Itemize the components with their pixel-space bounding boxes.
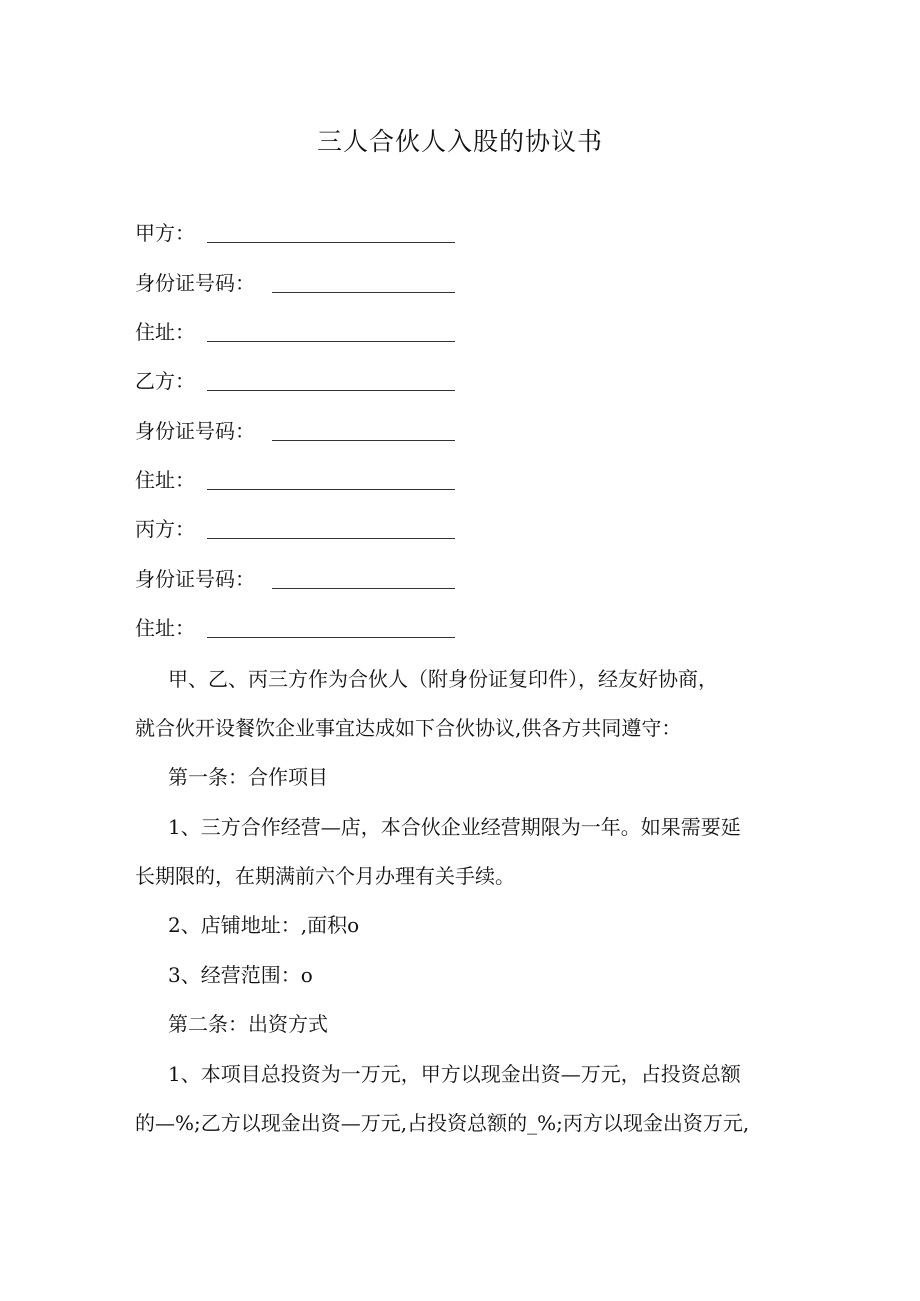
article-heading: 第二条：出资方式 <box>168 1012 328 1036</box>
party-a-address-blank-line <box>207 341 455 342</box>
body-line: 的—%;乙方以现金出资—万元,占投资总额的_%;丙方以现金出资万元, <box>135 1111 750 1135</box>
body-line: 就合伙开设餐饮企业事宜达成如下合伙协议,供各方共同遵守： <box>135 716 682 740</box>
body-line: 1、三方合作经营—店，本合伙企业经营期限为一年。如果需要延 <box>168 815 741 839</box>
party-c-address-field <box>135 611 195 641</box>
body-line: 长期限的，在期满前六个月办理有关手续。 <box>135 864 515 888</box>
body-line: 1、本项目总投资为一万元，甲方以现金出资—万元，占投资总额 <box>168 1062 741 1086</box>
party-b-address-label: 住址： <box>135 468 195 492</box>
body-line: 甲、乙、丙三方作为合伙人（附身份证复印件），经友好协商， <box>168 667 718 691</box>
party-a-blank-line <box>207 242 455 243</box>
body-line: 2、店铺地址：,面积o <box>168 913 360 937</box>
party-a-address-label: 住址： <box>135 320 195 344</box>
body-line: 3、经营范围：o <box>168 963 313 987</box>
party-b-id-blank-line <box>272 440 455 441</box>
party-b-address-blank-line <box>207 489 455 490</box>
party-b-blank-line <box>207 390 455 391</box>
party-c-id-field <box>135 562 255 592</box>
party-c-id-label: 身份证号码： <box>135 567 255 591</box>
party-c-blank-line <box>207 538 455 539</box>
party-b-label: 乙方： <box>135 369 195 393</box>
party-a-label: 甲方： <box>135 221 195 245</box>
party-b-field <box>135 364 195 394</box>
party-c-field <box>135 512 195 542</box>
party-b-address-field <box>135 463 195 493</box>
party-a-id-label: 身份证号码： <box>135 271 255 295</box>
party-c-label: 丙方： <box>135 517 195 541</box>
party-c-address-label: 住址： <box>135 616 195 640</box>
party-a-id-blank-line <box>272 292 455 293</box>
document-title: 三人合伙人入股的协议书 <box>316 127 603 156</box>
party-c-id-blank-line <box>272 588 455 589</box>
party-a-field <box>135 216 195 246</box>
article-heading: 第一条：合作项目 <box>168 765 328 789</box>
party-c-address-blank-line <box>207 637 455 638</box>
party-a-address-field <box>135 315 195 345</box>
party-a-id-field <box>135 266 255 296</box>
party-b-id-label: 身份证号码： <box>135 419 255 443</box>
party-b-id-field <box>135 414 255 444</box>
